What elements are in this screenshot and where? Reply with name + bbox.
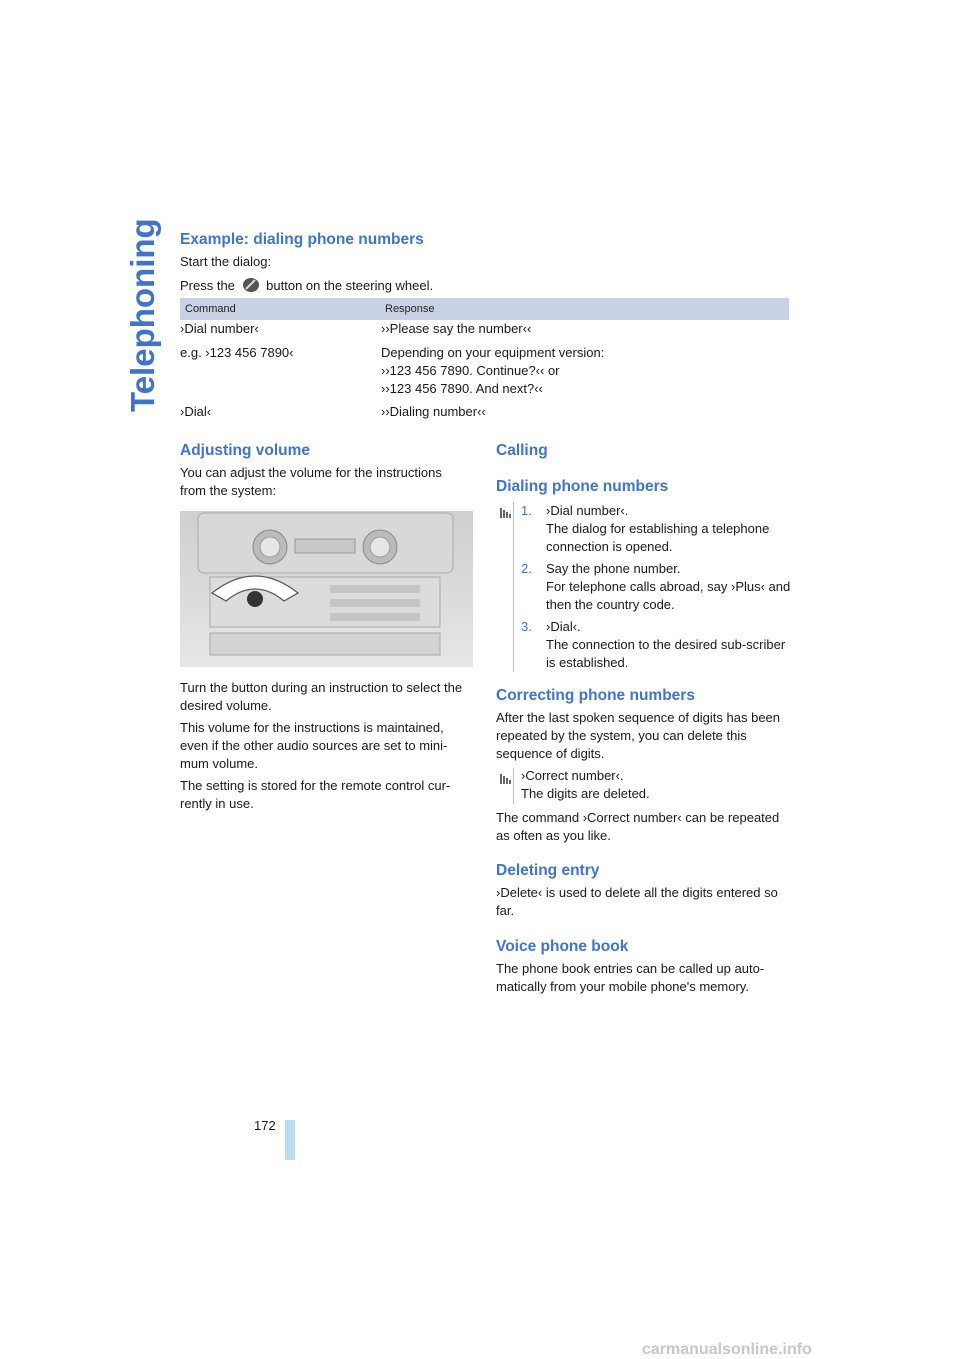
response-column-header: Response bbox=[385, 303, 435, 315]
press-instruction bbox=[180, 277, 433, 295]
adjusting-p1: Turn the button during an instruction to select the desired volume. bbox=[180, 680, 463, 713]
step-detail: The dialog for establishing a telephone connection is opened. bbox=[546, 521, 770, 554]
start-dialog-text: Start the dialog: bbox=[180, 254, 272, 269]
adjusting-p3: The setting is stored for the remote control cur-rently in use. bbox=[180, 778, 451, 811]
calling-heading: Calling bbox=[496, 442, 548, 459]
correcting-intro: After the last spoken sequence of digits has been repeated by the system, you can delete this sequence of digits. bbox=[496, 710, 781, 761]
voice-command-icon bbox=[498, 772, 512, 786]
table-cell-response: Depending on your equipment version: bbox=[381, 345, 605, 360]
command-table-header bbox=[180, 298, 789, 320]
adjusting-intro: You can adjust the volume for the instructions from the system: bbox=[180, 465, 442, 498]
example-heading: Example: dialing phone numbers bbox=[180, 231, 424, 248]
correct-detail: The digits are deleted. bbox=[521, 786, 650, 801]
step-detail: For telephone calls abroad, say ›Plus‹ and then the country code. bbox=[546, 579, 791, 612]
voice-button-icon bbox=[242, 277, 260, 293]
deleting-text: ›Delete‹ is used to delete all the digits entered so far. bbox=[496, 885, 778, 918]
press-after-text: button on the steering wheel. bbox=[266, 278, 434, 293]
table-cell-command: ›Dial number‹ bbox=[180, 321, 259, 336]
step-number: 3. bbox=[521, 619, 532, 634]
table-cell-response: ››Please say the number‹‹ bbox=[381, 321, 532, 336]
chapter-title-text: Telephoning bbox=[124, 218, 161, 412]
table-cell-response: ››123 456 7890. And next?‹‹ bbox=[381, 381, 543, 396]
table-cell-response: ››Dialing number‹‹ bbox=[381, 404, 486, 419]
adjusting-p2: This volume for the instructions is maintained, even if the other audio sources are set to mini-mum volume. bbox=[180, 720, 448, 771]
step-command: ›Dial number‹. bbox=[546, 503, 629, 518]
table-cell-command: e.g. ›123 456 7890‹ bbox=[180, 345, 294, 360]
table-cell-response: ››123 456 7890. Continue?‹‹ or bbox=[381, 363, 560, 378]
dialing-heading: Dialing phone numbers bbox=[496, 478, 669, 495]
table-cell-command: ›Dial‹ bbox=[180, 404, 212, 419]
chapter-title bbox=[114, 218, 164, 430]
step-detail: The connection to the desired sub-scriber is established. bbox=[546, 637, 786, 670]
phonebook-heading: Voice phone book bbox=[496, 938, 629, 955]
voice-command-icon bbox=[498, 506, 512, 520]
page-tab-marker bbox=[285, 1120, 295, 1160]
correcting-after: The command ›Correct number‹ can be repeated as often as you like. bbox=[496, 810, 780, 843]
step-number: 1. bbox=[521, 503, 532, 518]
footer-watermark: carmanualsonline.info bbox=[642, 1341, 812, 1358]
step-number: 2. bbox=[521, 561, 532, 576]
correcting-heading: Correcting phone numbers bbox=[496, 687, 695, 704]
step-divider bbox=[513, 768, 514, 804]
phonebook-text: The phone book entries can be called up auto-matically from your mobile phone's memory. bbox=[496, 961, 765, 994]
page-number: 172 bbox=[254, 1118, 276, 1133]
correct-command: ›Correct number‹. bbox=[521, 768, 624, 783]
step-command: Say the phone number. bbox=[546, 561, 681, 576]
volume-control-photo bbox=[180, 511, 473, 667]
press-before-text: Press the bbox=[180, 278, 235, 293]
deleting-heading: Deleting entry bbox=[496, 862, 600, 879]
console-illustration bbox=[180, 511, 473, 667]
command-column-header: Command bbox=[185, 303, 236, 315]
step-divider bbox=[513, 502, 514, 672]
adjusting-volume-heading: Adjusting volume bbox=[180, 442, 311, 459]
step-command: ›Dial‹. bbox=[546, 619, 581, 634]
